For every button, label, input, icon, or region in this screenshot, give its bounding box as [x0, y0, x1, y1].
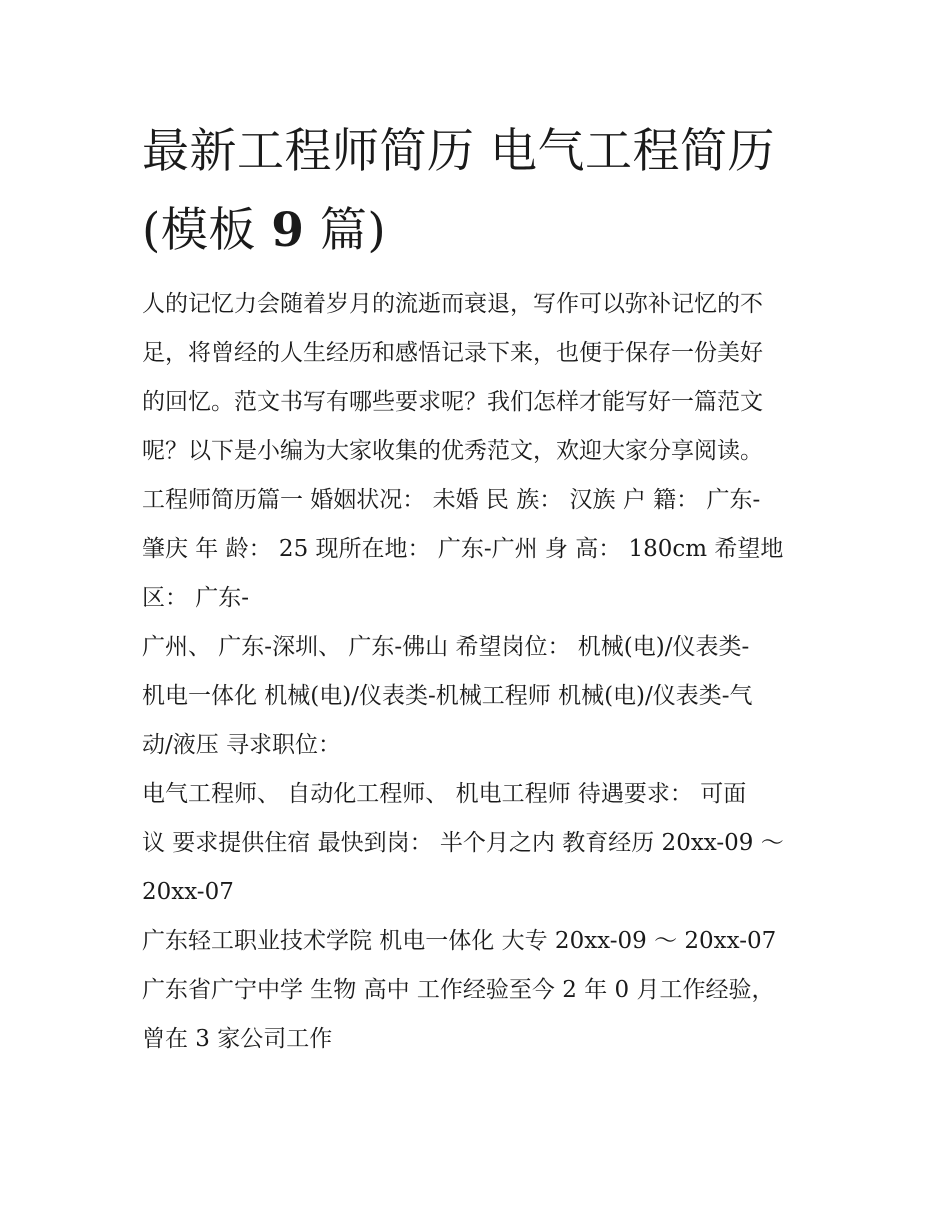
text-line: 工程师简历篇一 婚姻状况： 未婚 民 族： 汉族 户 籍： 广东- — [142, 487, 761, 513]
target-position-paragraph — [142, 770, 814, 917]
title-line: 最新工程师简历 电气工程简历 — [142, 124, 775, 179]
document-page — [142, 112, 814, 1064]
text-line: 广东省广宁中学 生物 高中 工作经验至今 2 年 0 月工作经验， — [142, 977, 775, 1003]
education-paragraph — [142, 917, 814, 1064]
text-line: 人的记忆力会随着岁月的流逝而衰退，写作可以弥补记忆的不 — [142, 291, 763, 317]
text-line: 肇庆 年 龄： 25 现所在地： 广东-广州 身 高： 180cm 希望地 — [142, 536, 784, 562]
text-line: 曾在 3 家公司工作 — [142, 1026, 333, 1052]
title-number: 9 — [271, 203, 305, 258]
title-line: (模板 9 篇) — [142, 203, 387, 258]
job-preference-paragraph — [142, 623, 814, 770]
text-line: 足，将曾经的人生经历和感悟记录下来，也便于保存一份美好 — [142, 340, 763, 366]
document-title — [142, 112, 814, 270]
intro-paragraph — [142, 280, 814, 476]
text-line: 区： 广东- — [142, 585, 250, 611]
text-line: 动/液压 寻求职位： — [142, 732, 342, 758]
text-line: 20xx-07 — [142, 879, 234, 905]
document-body — [142, 280, 814, 1064]
text-line: 电气工程师、 自动化工程师、 机电工程师 待遇要求： 可面 — [142, 781, 747, 807]
text-line: 广州、 广东-深圳、 广东-佛山 希望岗位： 机械(电)/仪表类- — [142, 634, 750, 660]
text-line: 议 要求提供住宿 最快到岗： 半个月之内 教育经历 20xx-09 ～ — [142, 830, 784, 856]
text-line: 广东轻工职业技术学院 机电一体化 大专 20xx-09 ～ 20xx-07 — [142, 928, 777, 954]
text-line: 的回忆。范文书写有哪些要求呢？我们怎样才能写好一篇范文 — [142, 389, 763, 415]
text-line: 呢？以下是小编为大家收集的优秀范文，欢迎大家分享阅读。 — [142, 438, 763, 464]
personal-info-paragraph — [142, 476, 814, 623]
text-line: 机电一体化 机械(电)/仪表类-机械工程师 机械(电)/仪表类-气 — [142, 683, 753, 709]
